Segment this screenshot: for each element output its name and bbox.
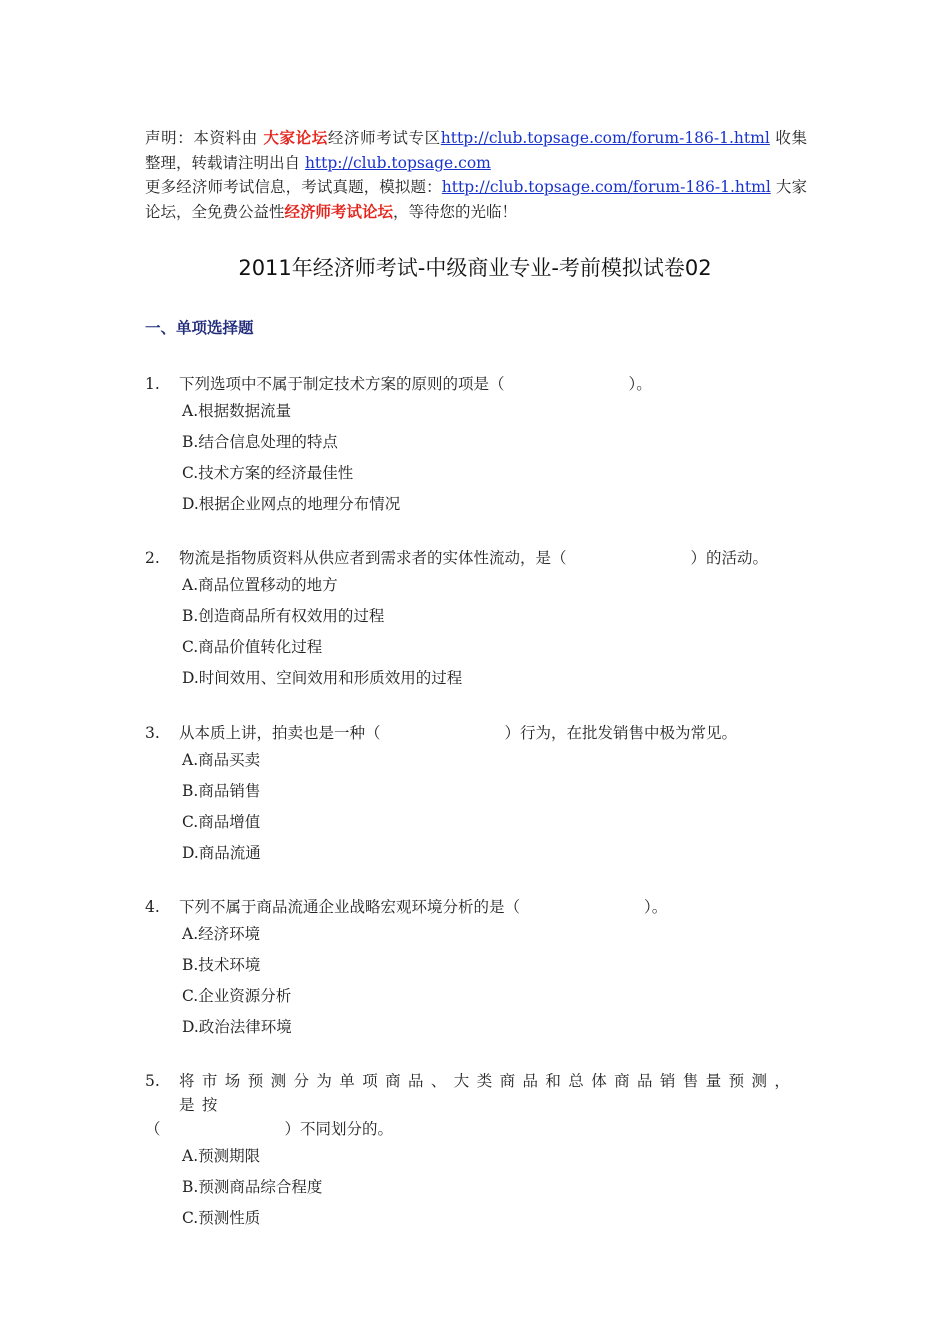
option-b: B.结合信息处理的特点 [182,433,338,451]
disclaimer-prefix: 声明：本资料由 [145,129,264,147]
forum-link-2[interactable]: http://club.topsage.com/forum-186-1.html [441,178,771,196]
question-number: 1. [145,375,160,393]
question-text: 下列选项中不属于制定技术方案的原则的项是（ ）。 [179,375,652,393]
disclaimer-line-1 [145,126,807,175]
option-a: A.商品买卖 [182,751,261,769]
more-info-suffix: ，等待您的光临！ [393,202,518,221]
option-b: B.技术环境 [182,956,261,974]
forum-name: 大家论坛 [263,128,328,147]
question-number: 4. [145,898,160,916]
option-a: A.经济环境 [182,925,261,943]
question-stem [145,721,807,745]
disclaimer-header [145,126,807,224]
option-d: D.政治法律环境 [182,1018,292,1036]
option-a: A.预测期限 [182,1147,261,1165]
question-2 [145,546,807,694]
forum-name-2: 经济师考试论坛 [284,201,394,221]
question-5 [145,1069,807,1234]
question-3 [145,721,807,869]
more-info-prefix: 更多经济师考试信息，考试真题，模拟题： [145,178,442,196]
option-c: C.预测性质 [182,1209,261,1227]
question-number: 2. [145,549,160,567]
option-c: C.商品增值 [182,813,261,831]
option-b: B.预测商品综合程度 [182,1178,323,1196]
question-stem [145,546,807,570]
option-c: C.商品价值转化过程 [182,638,323,656]
option-b: B.创造商品所有权效用的过程 [182,607,385,625]
question-stem [145,372,807,396]
option-c: C.企业资源分析 [182,987,292,1005]
site-link[interactable]: http://club.topsage.com [304,153,491,172]
question-4 [145,895,807,1043]
question-stem [145,895,807,919]
question-number: 3. [145,724,160,742]
question-1 [145,372,807,520]
option-d: D.根据企业网点的地理分布情况 [182,495,401,513]
disclaimer-mid: 经济师考试专区 [327,129,441,147]
question-text-line-1: 将市场预测分为单项商品、大类商品和总体商品销售量预测，是按 [179,1072,798,1114]
question-stem [145,1069,807,1141]
option-d: D.商品流通 [182,844,261,862]
question-text: 物流是指物质资料从供应者到需求者的实体性流动，是（ ）的活动。 [179,549,769,567]
disclaimer-suffix: 收集整理，转载请注明出自 [145,129,807,172]
more-info-mid: 大家论坛，全免费公益性 [145,178,807,221]
question-number: 5. [145,1072,160,1090]
section-title: 一、单项选择题 [145,318,254,337]
option-a: A.根据数据流量 [182,402,292,420]
question-text: 从本质上讲，拍卖也是一种（ ）行为，在批发销售中极为常见。 [179,724,738,742]
question-text-line-2: （ ）不同划分的。 [145,1120,394,1138]
question-text: 下列不属于商品流通企业战略宏观环境分析的是（ ）。 [179,898,668,916]
forum-link[interactable]: http://club.topsage.com/forum-186-1.html [440,129,770,147]
option-c: C.技术方案的经济最佳性 [182,464,354,482]
option-a: A.商品位置移动的地方 [182,576,338,594]
document-title: 2011年经济师考试-中级商业专业-考前模拟试卷02 [238,256,712,280]
disclaimer-line-2 [145,175,807,224]
option-d: D.时间效用、空间效用和形质效用的过程 [182,669,463,687]
option-b: B.商品销售 [182,782,261,800]
